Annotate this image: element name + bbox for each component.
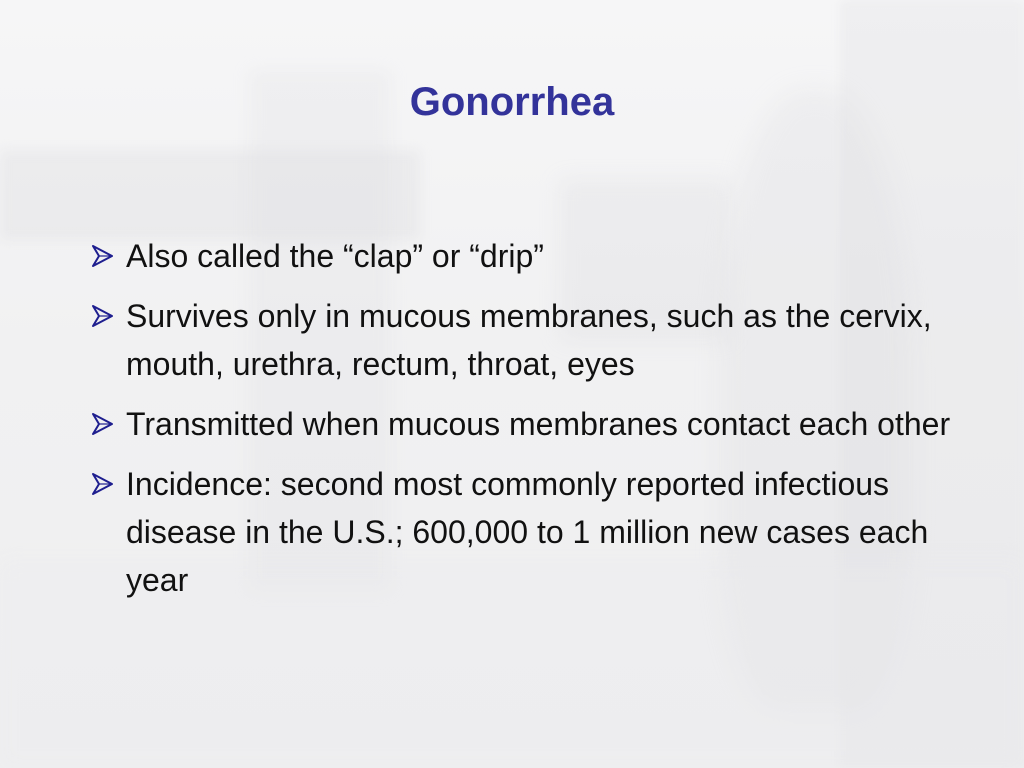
- bullet-item: [90, 292, 970, 388]
- bullet-item: [90, 232, 970, 280]
- bullet-text: Incidence: second most commonly reported infectious disease in the U.S.; 600,000 to 1 million new cases each year: [126, 466, 929, 598]
- bullet-list: [90, 232, 970, 616]
- arrow-bullet-icon: [90, 400, 118, 448]
- arrow-bullet-icon: [90, 460, 118, 508]
- bullet-text: Survives only in mucous membranes, such as the cervix, mouth, urethra, rectum, throat, eyes: [126, 298, 932, 382]
- bullet-item: [90, 400, 970, 448]
- slide-title: Gonorrhea: [409, 80, 615, 124]
- bullet-text: Also called the “clap” or “drip”: [126, 238, 544, 274]
- bullet-text: Transmitted when mucous membranes contact each other: [126, 406, 951, 442]
- arrow-bullet-icon: [90, 232, 118, 280]
- bullet-item: [90, 460, 970, 604]
- arrow-bullet-icon: [90, 292, 118, 340]
